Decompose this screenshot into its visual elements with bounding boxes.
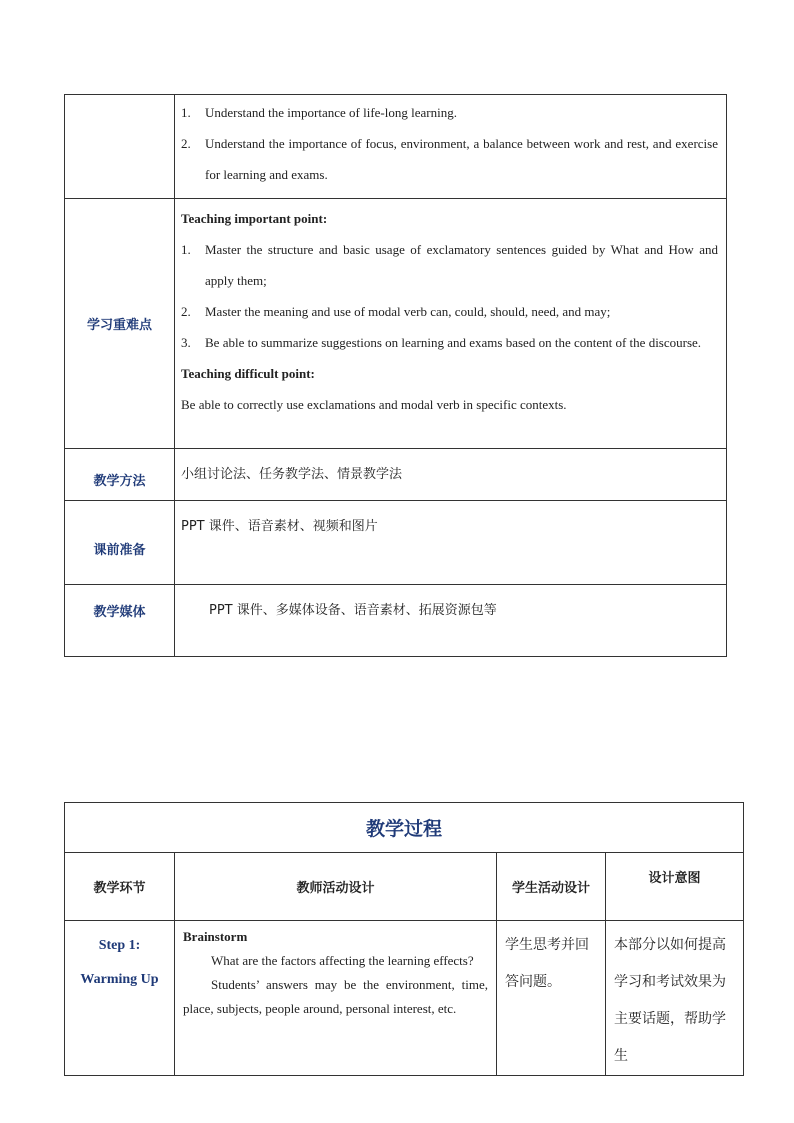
important-points-list (175, 234, 726, 358)
list-item: 2. Understand the importance of focus, environment, a balance between work and rest, and exercise for learning and exams. (181, 136, 718, 182)
brainstorm-heading: Brainstorm (183, 929, 248, 944)
list-item: 1. Master the structure and basic usage of exclamatory sentences guided by What and How and apply them; (181, 242, 718, 288)
step-cell (65, 921, 175, 1076)
course-info-table (64, 94, 727, 657)
preparation-text: PPT 课件、语音素材、视频和图片 (175, 501, 727, 585)
teacher-activity-cell (175, 921, 497, 1076)
method-label: 教学方法 (65, 449, 175, 501)
preparation-label: 课前准备 (65, 501, 175, 585)
important-point-heading: Teaching important point: (181, 211, 328, 226)
list-item: 3. Be able to summarize suggestions on learning and exams based on the content of the discourse. (181, 335, 702, 350)
method-text: 小组讨论法、任务教学法、情景教学法 (175, 449, 727, 501)
list-item: 1. Understand the importance of life-long learning. (181, 105, 457, 120)
objectives-cell (175, 95, 727, 199)
list-item: 2. Master the meaning and use of modal verb can, could, should, need, and may; (181, 304, 611, 319)
objective-text: Understand the importance of focus, environment, a balance between work and rest, and exercise for learning and exams. (205, 136, 718, 182)
header-student-activity: 学生活动设计 (497, 853, 606, 921)
teaching-process-title: 教学过程 (65, 803, 744, 853)
key-points-cell (175, 199, 727, 449)
teaching-process-table (64, 802, 744, 1076)
key-points-label: 学习重难点 (65, 199, 175, 449)
header-design-intent: 设计意图 (606, 853, 744, 921)
objective-text: Understand the importance of life-long learning. (205, 105, 457, 120)
important-point-text: Be able to summarize suggestions on learning and exams based on the content of the discourse. (205, 335, 702, 350)
header-teacher-activity: 教师活动设计 (175, 853, 497, 921)
header-step: 教学环节 (65, 853, 175, 921)
objectives-list (175, 97, 726, 190)
important-point-text: Master the structure and basic usage of exclamatory sentences guided by What and How and apply them; (205, 242, 718, 288)
student-activity-text: 学生思考并回答问题。 (497, 921, 606, 1076)
objectives-label-cell (65, 95, 175, 199)
difficult-point-heading: Teaching difficult point: (181, 366, 315, 381)
step-name: Warming Up (80, 972, 159, 987)
step-number: Step 1: (98, 938, 141, 953)
important-point-text: Master the meaning and use of modal verb can, could, should, need, and may; (205, 304, 611, 319)
brainstorm-answers: Students’ answers may be the environment, time, place, subjects, people around, personal interest, etc. (183, 977, 488, 1016)
difficult-point-text: Be able to correctly use exclamations and modal verb in specific contexts. (181, 397, 567, 412)
design-intent-text: 本部分以如何提高学习和考试效果为主要话题，帮助学生 (606, 921, 744, 1076)
brainstorm-question: What are the factors affecting the learning effects? (211, 953, 474, 968)
media-text: PPT 课件、多媒体设备、语音素材、拓展资源包等 (175, 585, 727, 657)
media-label: 教学媒体 (65, 585, 175, 657)
